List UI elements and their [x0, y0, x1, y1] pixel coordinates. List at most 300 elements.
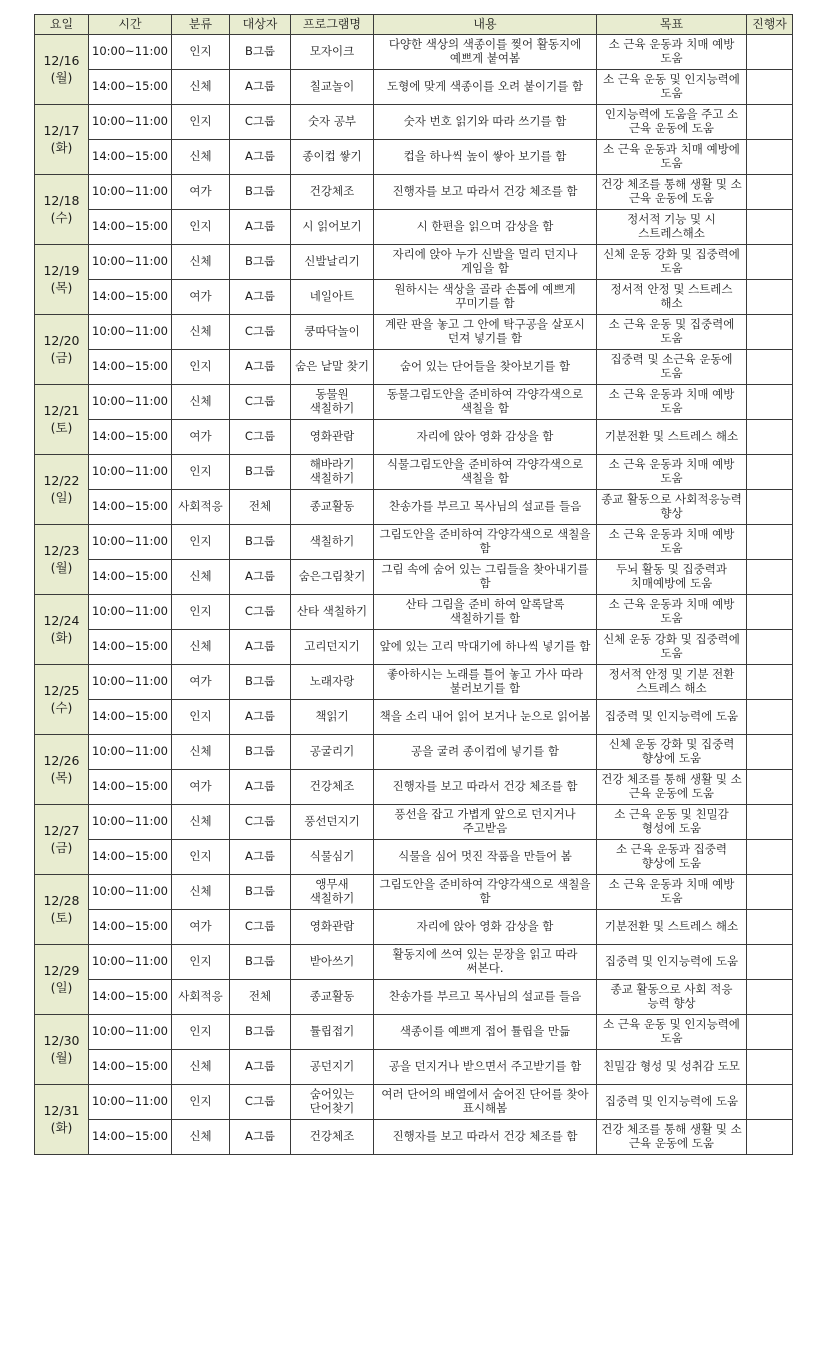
leader-cell	[747, 840, 793, 875]
content-cell: 진행자를 보고 따라서 건강 체조를 함	[374, 770, 597, 805]
goal-cell: 두뇌 활동 및 집중력과 치매예방에 도움	[597, 560, 747, 595]
table-row	[35, 420, 793, 455]
time-cell: 14:00~15:00	[89, 980, 172, 1015]
content-cell: 숨어 있는 단어들을 찾아보기를 함	[374, 350, 597, 385]
table-row	[35, 980, 793, 1015]
target-cell: C그룹	[230, 595, 291, 630]
content-cell: 동물그림도안을 준비하여 각양각색으로 색칠을 함	[374, 385, 597, 420]
day-cell	[35, 805, 89, 875]
goal-cell: 소 근육 운동과 치매 예방 도움	[597, 35, 747, 70]
category-cell: 사회적응	[172, 980, 230, 1015]
category-cell: 사회적응	[172, 490, 230, 525]
day-cell	[35, 315, 89, 385]
day-cell	[35, 175, 89, 245]
table-row	[35, 805, 793, 840]
day-cell	[35, 245, 89, 315]
target-cell: C그룹	[230, 385, 291, 420]
program-cell: 칠교놀이	[291, 70, 374, 105]
time-cell: 10:00~11:00	[89, 245, 172, 280]
program-cell: 식물심기	[291, 840, 374, 875]
day-weekday: (수)	[50, 209, 73, 225]
day-weekday: (화)	[50, 1119, 73, 1135]
target-cell: B그룹	[230, 875, 291, 910]
target-cell: B그룹	[230, 665, 291, 700]
program-cell: 종이컵 쌓기	[291, 140, 374, 175]
table-row	[35, 840, 793, 875]
schedule-body	[35, 35, 793, 1155]
day-date: 12/27	[43, 822, 80, 838]
day-weekday: (월)	[50, 69, 73, 85]
day-cell	[35, 1085, 89, 1155]
target-cell: A그룹	[230, 840, 291, 875]
content-cell: 산타 그림을 준비 하여 알록달록 색칠하기를 함	[374, 595, 597, 630]
table-row	[35, 700, 793, 735]
program-cell: 색칠하기	[291, 525, 374, 560]
day-cell	[35, 595, 89, 665]
day-cell	[35, 1015, 89, 1085]
leader-cell	[747, 875, 793, 910]
program-cell: 풍선던지기	[291, 805, 374, 840]
category-cell: 여가	[172, 280, 230, 315]
program-cell: 숨은 낱말 찾기	[291, 350, 374, 385]
target-cell: A그룹	[230, 560, 291, 595]
day-cell	[35, 525, 89, 595]
day-cell	[35, 105, 89, 175]
category-cell: 인지	[172, 1085, 230, 1120]
target-cell: B그룹	[230, 245, 291, 280]
table-row	[35, 770, 793, 805]
goal-cell: 소 근육 운동과 치매 예방 도움	[597, 455, 747, 490]
goal-cell: 건강 체조를 통해 생활 및 소 근육 운동에 도움	[597, 175, 747, 210]
table-row	[35, 945, 793, 980]
category-cell: 인지	[172, 595, 230, 630]
time-cell: 10:00~11:00	[89, 175, 172, 210]
goal-cell: 소 근육 운동과 치매 예방 도움	[597, 385, 747, 420]
program-cell: 쿵따닥놀이	[291, 315, 374, 350]
schedule-table	[34, 14, 793, 1155]
category-cell: 인지	[172, 840, 230, 875]
program-cell: 네일아트	[291, 280, 374, 315]
day-cell	[35, 735, 89, 805]
time-cell: 14:00~15:00	[89, 350, 172, 385]
program-cell: 숨은그림찾기	[291, 560, 374, 595]
category-cell: 신체	[172, 875, 230, 910]
leader-cell	[747, 385, 793, 420]
day-date: 12/19	[43, 262, 80, 278]
day-weekday: (일)	[50, 489, 73, 505]
leader-cell	[747, 70, 793, 105]
table-row	[35, 1015, 793, 1050]
goal-cell: 건강 체조를 통해 생활 및 소 근육 운동에 도움	[597, 1120, 747, 1155]
program-cell: 동물원 색칠하기	[291, 385, 374, 420]
table-row	[35, 280, 793, 315]
leader-cell	[747, 700, 793, 735]
time-cell: 14:00~15:00	[89, 140, 172, 175]
target-cell: B그룹	[230, 455, 291, 490]
category-cell: 신체	[172, 630, 230, 665]
table-row	[35, 490, 793, 525]
content-cell: 컵을 하나씩 높이 쌓아 보기를 함	[374, 140, 597, 175]
time-cell: 14:00~15:00	[89, 700, 172, 735]
target-cell: A그룹	[230, 770, 291, 805]
leader-cell	[747, 595, 793, 630]
content-cell: 그림도안을 준비하여 각양각색으로 색칠을 함	[374, 525, 597, 560]
goal-cell: 신체 운동 강화 및 집중력에 도움	[597, 245, 747, 280]
program-cell: 영화관람	[291, 420, 374, 455]
leader-cell	[747, 945, 793, 980]
goal-cell: 소 근육 운동과 치매 예방에 도움	[597, 140, 747, 175]
program-cell: 종교활동	[291, 490, 374, 525]
time-cell: 10:00~11:00	[89, 665, 172, 700]
table-row	[35, 595, 793, 630]
goal-cell: 집중력 및 인지능력에 도움	[597, 700, 747, 735]
table-row	[35, 560, 793, 595]
goal-cell: 신체 운동 강화 및 집중력에 도움	[597, 630, 747, 665]
day-cell	[35, 665, 89, 735]
program-cell: 건강체조	[291, 175, 374, 210]
header-goal: 목표	[597, 15, 747, 35]
program-cell: 공던지기	[291, 1050, 374, 1085]
time-cell: 14:00~15:00	[89, 1050, 172, 1085]
content-cell: 찬송가를 부르고 목사님의 설교를 들음	[374, 980, 597, 1015]
program-cell: 숫자 공부	[291, 105, 374, 140]
goal-cell: 집중력 및 소근육 운동에 도움	[597, 350, 747, 385]
goal-cell: 기분전환 및 스트레스 해소	[597, 910, 747, 945]
day-date: 12/18	[43, 192, 80, 208]
leader-cell	[747, 805, 793, 840]
table-row	[35, 140, 793, 175]
content-cell: 원하시는 색상을 골라 손톱에 예쁘게 꾸미기를 함	[374, 280, 597, 315]
time-cell: 14:00~15:00	[89, 1120, 172, 1155]
content-cell: 색종이를 예쁘게 접어 튤립을 만듦	[374, 1015, 597, 1050]
goal-cell: 집중력 및 인지능력에 도움	[597, 945, 747, 980]
goal-cell: 소 근육 운동과 집중력 향상에 도움	[597, 840, 747, 875]
content-cell: 도형에 맞게 색종이를 오려 붙이기를 함	[374, 70, 597, 105]
goal-cell: 소 근육 운동 및 인지능력에 도움	[597, 70, 747, 105]
day-weekday: (화)	[50, 139, 73, 155]
category-cell: 여가	[172, 175, 230, 210]
time-cell: 14:00~15:00	[89, 420, 172, 455]
day-date: 12/29	[43, 962, 80, 978]
target-cell: 전체	[230, 980, 291, 1015]
leader-cell	[747, 735, 793, 770]
target-cell: A그룹	[230, 210, 291, 245]
header-target: 대상자	[230, 15, 291, 35]
leader-cell	[747, 210, 793, 245]
table-row	[35, 105, 793, 140]
table-row	[35, 525, 793, 560]
category-cell: 신체	[172, 805, 230, 840]
content-cell: 찬송가를 부르고 목사님의 설교를 들음	[374, 490, 597, 525]
leader-cell	[747, 1085, 793, 1120]
table-row	[35, 210, 793, 245]
day-date: 12/25	[43, 682, 80, 698]
time-cell: 14:00~15:00	[89, 630, 172, 665]
target-cell: C그룹	[230, 315, 291, 350]
target-cell: 전체	[230, 490, 291, 525]
content-cell: 공을 굴려 종이컵에 넣기를 함	[374, 735, 597, 770]
target-cell: B그룹	[230, 35, 291, 70]
target-cell: B그룹	[230, 735, 291, 770]
time-cell: 10:00~11:00	[89, 315, 172, 350]
goal-cell: 정서적 안정 및 기분 전환 스트레스 해소	[597, 665, 747, 700]
content-cell: 활동지에 쓰여 있는 문장을 읽고 따라 써본다.	[374, 945, 597, 980]
category-cell: 신체	[172, 140, 230, 175]
category-cell: 인지	[172, 455, 230, 490]
day-date: 12/16	[43, 52, 80, 68]
leader-cell	[747, 490, 793, 525]
time-cell: 10:00~11:00	[89, 875, 172, 910]
day-cell	[35, 945, 89, 1015]
header-row	[35, 15, 793, 35]
content-cell: 여러 단어의 배열에서 숨어진 단어를 찾아 표시해봄	[374, 1085, 597, 1120]
leader-cell	[747, 560, 793, 595]
content-cell: 식물그림도안을 준비하여 각양각색으로 색칠을 함	[374, 455, 597, 490]
goal-cell: 종교 활동으로 사회 적응 능력 향상	[597, 980, 747, 1015]
day-weekday: (화)	[50, 629, 73, 645]
content-cell: 시 한편을 읽으며 감상을 함	[374, 210, 597, 245]
category-cell: 신체	[172, 1050, 230, 1085]
leader-cell	[747, 980, 793, 1015]
program-cell: 튤립접기	[291, 1015, 374, 1050]
leader-cell	[747, 350, 793, 385]
target-cell: C그룹	[230, 1085, 291, 1120]
goal-cell: 인지능력에 도움을 주고 소 근육 운동에 도움	[597, 105, 747, 140]
day-weekday: (월)	[50, 1049, 73, 1065]
day-weekday: (수)	[50, 699, 73, 715]
day-date: 12/21	[43, 402, 80, 418]
day-date: 12/31	[43, 1102, 80, 1118]
target-cell: C그룹	[230, 420, 291, 455]
content-cell: 식물을 심어 멋진 작품을 만들어 봄	[374, 840, 597, 875]
table-row	[35, 630, 793, 665]
leader-cell	[747, 455, 793, 490]
category-cell: 인지	[172, 105, 230, 140]
category-cell: 인지	[172, 35, 230, 70]
table-row	[35, 385, 793, 420]
day-date: 12/17	[43, 122, 80, 138]
category-cell: 여가	[172, 910, 230, 945]
goal-cell: 소 근육 운동과 치매 예방 도움	[597, 875, 747, 910]
program-cell: 건강체조	[291, 770, 374, 805]
leader-cell	[747, 1120, 793, 1155]
leader-cell	[747, 665, 793, 700]
program-cell: 건강체조	[291, 1120, 374, 1155]
target-cell: C그룹	[230, 910, 291, 945]
time-cell: 10:00~11:00	[89, 105, 172, 140]
content-cell: 다양한 색상의 색종이를 찢어 활동지에 예쁘게 붙여봄	[374, 35, 597, 70]
content-cell: 자리에 앉아 영화 감상을 함	[374, 420, 597, 455]
day-date: 12/23	[43, 542, 80, 558]
leader-cell	[747, 105, 793, 140]
table-row	[35, 665, 793, 700]
category-cell: 인지	[172, 210, 230, 245]
goal-cell: 신체 운동 강화 및 집중력 향상에 도움	[597, 735, 747, 770]
day-weekday: (토)	[50, 419, 73, 435]
leader-cell	[747, 315, 793, 350]
time-cell: 10:00~11:00	[89, 1085, 172, 1120]
category-cell: 여가	[172, 420, 230, 455]
header-content: 내용	[374, 15, 597, 35]
day-weekday: (목)	[50, 769, 73, 785]
target-cell: A그룹	[230, 630, 291, 665]
content-cell: 숫자 번호 읽기와 따라 쓰기를 함	[374, 105, 597, 140]
goal-cell: 소 근육 운동과 치매 예방 도움	[597, 525, 747, 560]
leader-cell	[747, 175, 793, 210]
time-cell: 10:00~11:00	[89, 735, 172, 770]
content-cell: 그림 속에 숨어 있는 그림들을 찾아내기를 함	[374, 560, 597, 595]
program-cell: 공굴리기	[291, 735, 374, 770]
leader-cell	[747, 245, 793, 280]
program-cell: 신발날리기	[291, 245, 374, 280]
leader-cell	[747, 770, 793, 805]
day-weekday: (금)	[50, 349, 73, 365]
category-cell: 신체	[172, 1120, 230, 1155]
program-cell: 종교활동	[291, 980, 374, 1015]
program-cell: 받아쓰기	[291, 945, 374, 980]
day-weekday: (일)	[50, 979, 73, 995]
goal-cell: 소 근육 운동 및 친밀감 형성에 도움	[597, 805, 747, 840]
leader-cell	[747, 910, 793, 945]
content-cell: 앞에 있는 고리 막대기에 하나씩 넣기를 함	[374, 630, 597, 665]
schedule-sheet	[34, 14, 792, 1155]
category-cell: 인지	[172, 700, 230, 735]
program-cell: 노래자랑	[291, 665, 374, 700]
time-cell: 10:00~11:00	[89, 35, 172, 70]
table-row	[35, 245, 793, 280]
program-cell: 해바라기 색칠하기	[291, 455, 374, 490]
header-program: 프로그램명	[291, 15, 374, 35]
time-cell: 10:00~11:00	[89, 455, 172, 490]
table-row	[35, 1085, 793, 1120]
target-cell: A그룹	[230, 280, 291, 315]
leader-cell	[747, 1015, 793, 1050]
time-cell: 14:00~15:00	[89, 70, 172, 105]
target-cell: A그룹	[230, 1120, 291, 1155]
day-cell	[35, 875, 89, 945]
content-cell: 자리에 앉아 영화 감상을 함	[374, 910, 597, 945]
time-cell: 14:00~15:00	[89, 280, 172, 315]
leader-cell	[747, 525, 793, 560]
table-row	[35, 1120, 793, 1155]
table-row	[35, 1050, 793, 1085]
goal-cell: 정서적 기능 및 시 스트레스해소	[597, 210, 747, 245]
goal-cell: 친밀감 형성 및 성취감 도모	[597, 1050, 747, 1085]
leader-cell	[747, 630, 793, 665]
target-cell: C그룹	[230, 805, 291, 840]
table-row	[35, 735, 793, 770]
time-cell: 10:00~11:00	[89, 525, 172, 560]
target-cell: A그룹	[230, 140, 291, 175]
time-cell: 10:00~11:00	[89, 805, 172, 840]
program-cell: 모자이크	[291, 35, 374, 70]
content-cell: 좋아하시는 노래를 틀어 놓고 가사 따라 불러보기를 함	[374, 665, 597, 700]
day-cell	[35, 385, 89, 455]
table-row	[35, 910, 793, 945]
header-time: 시간	[89, 15, 172, 35]
content-cell: 그림도안을 준비하여 각양각색으로 색칠을 함	[374, 875, 597, 910]
header-leader: 진행자	[747, 15, 793, 35]
goal-cell: 건강 체조를 통해 생활 및 소 근육 운동에 도움	[597, 770, 747, 805]
category-cell: 신체	[172, 70, 230, 105]
leader-cell	[747, 420, 793, 455]
goal-cell: 기분전환 및 스트레스 해소	[597, 420, 747, 455]
time-cell: 14:00~15:00	[89, 840, 172, 875]
program-cell: 숨어있는 단어찾기	[291, 1085, 374, 1120]
category-cell: 인지	[172, 945, 230, 980]
day-date: 12/26	[43, 752, 80, 768]
time-cell: 14:00~15:00	[89, 910, 172, 945]
day-weekday: (목)	[50, 279, 73, 295]
target-cell: B그룹	[230, 1015, 291, 1050]
goal-cell: 종교 활동으로 사회적응능력 향상	[597, 490, 747, 525]
program-cell: 시 읽어보기	[291, 210, 374, 245]
table-row	[35, 175, 793, 210]
category-cell: 신체	[172, 385, 230, 420]
category-cell: 여가	[172, 665, 230, 700]
category-cell: 인지	[172, 525, 230, 560]
target-cell: A그룹	[230, 350, 291, 385]
time-cell: 14:00~15:00	[89, 560, 172, 595]
target-cell: A그룹	[230, 70, 291, 105]
table-row	[35, 875, 793, 910]
time-cell: 10:00~11:00	[89, 1015, 172, 1050]
target-cell: A그룹	[230, 1050, 291, 1085]
day-date: 12/22	[43, 472, 80, 488]
target-cell: B그룹	[230, 525, 291, 560]
time-cell: 14:00~15:00	[89, 770, 172, 805]
program-cell: 책읽기	[291, 700, 374, 735]
program-cell: 고리던지기	[291, 630, 374, 665]
time-cell: 14:00~15:00	[89, 490, 172, 525]
target-cell: B그룹	[230, 945, 291, 980]
category-cell: 인지	[172, 1015, 230, 1050]
day-weekday: (금)	[50, 839, 73, 855]
header-weekday: 요일	[35, 15, 89, 35]
goal-cell: 집중력 및 인지능력에 도움	[597, 1085, 747, 1120]
content-cell: 풍선을 잡고 가볍게 앞으로 던지거나 주고받음	[374, 805, 597, 840]
goal-cell: 정서적 안정 및 스트레스 해소	[597, 280, 747, 315]
leader-cell	[747, 35, 793, 70]
day-date: 12/30	[43, 1032, 80, 1048]
content-cell: 공을 던지거나 받으면서 주고받기를 함	[374, 1050, 597, 1085]
time-cell: 10:00~11:00	[89, 945, 172, 980]
table-row	[35, 70, 793, 105]
category-cell: 신체	[172, 560, 230, 595]
leader-cell	[747, 1050, 793, 1085]
table-row	[35, 350, 793, 385]
table-row	[35, 35, 793, 70]
target-cell: B그룹	[230, 175, 291, 210]
content-cell: 책을 소리 내어 읽어 보거나 눈으로 읽어봄	[374, 700, 597, 735]
day-cell	[35, 35, 89, 105]
goal-cell: 소 근육 운동 및 집중력에 도움	[597, 315, 747, 350]
leader-cell	[747, 280, 793, 315]
day-date: 12/20	[43, 332, 80, 348]
category-cell: 신체	[172, 245, 230, 280]
category-cell: 신체	[172, 735, 230, 770]
day-weekday: (월)	[50, 559, 73, 575]
program-cell: 앵무새 색칠하기	[291, 875, 374, 910]
category-cell: 인지	[172, 350, 230, 385]
day-date: 12/24	[43, 612, 80, 628]
day-weekday: (토)	[50, 909, 73, 925]
category-cell: 신체	[172, 315, 230, 350]
table-row	[35, 455, 793, 490]
target-cell: C그룹	[230, 105, 291, 140]
content-cell: 진행자를 보고 따라서 건강 체조를 함	[374, 1120, 597, 1155]
time-cell: 10:00~11:00	[89, 385, 172, 420]
